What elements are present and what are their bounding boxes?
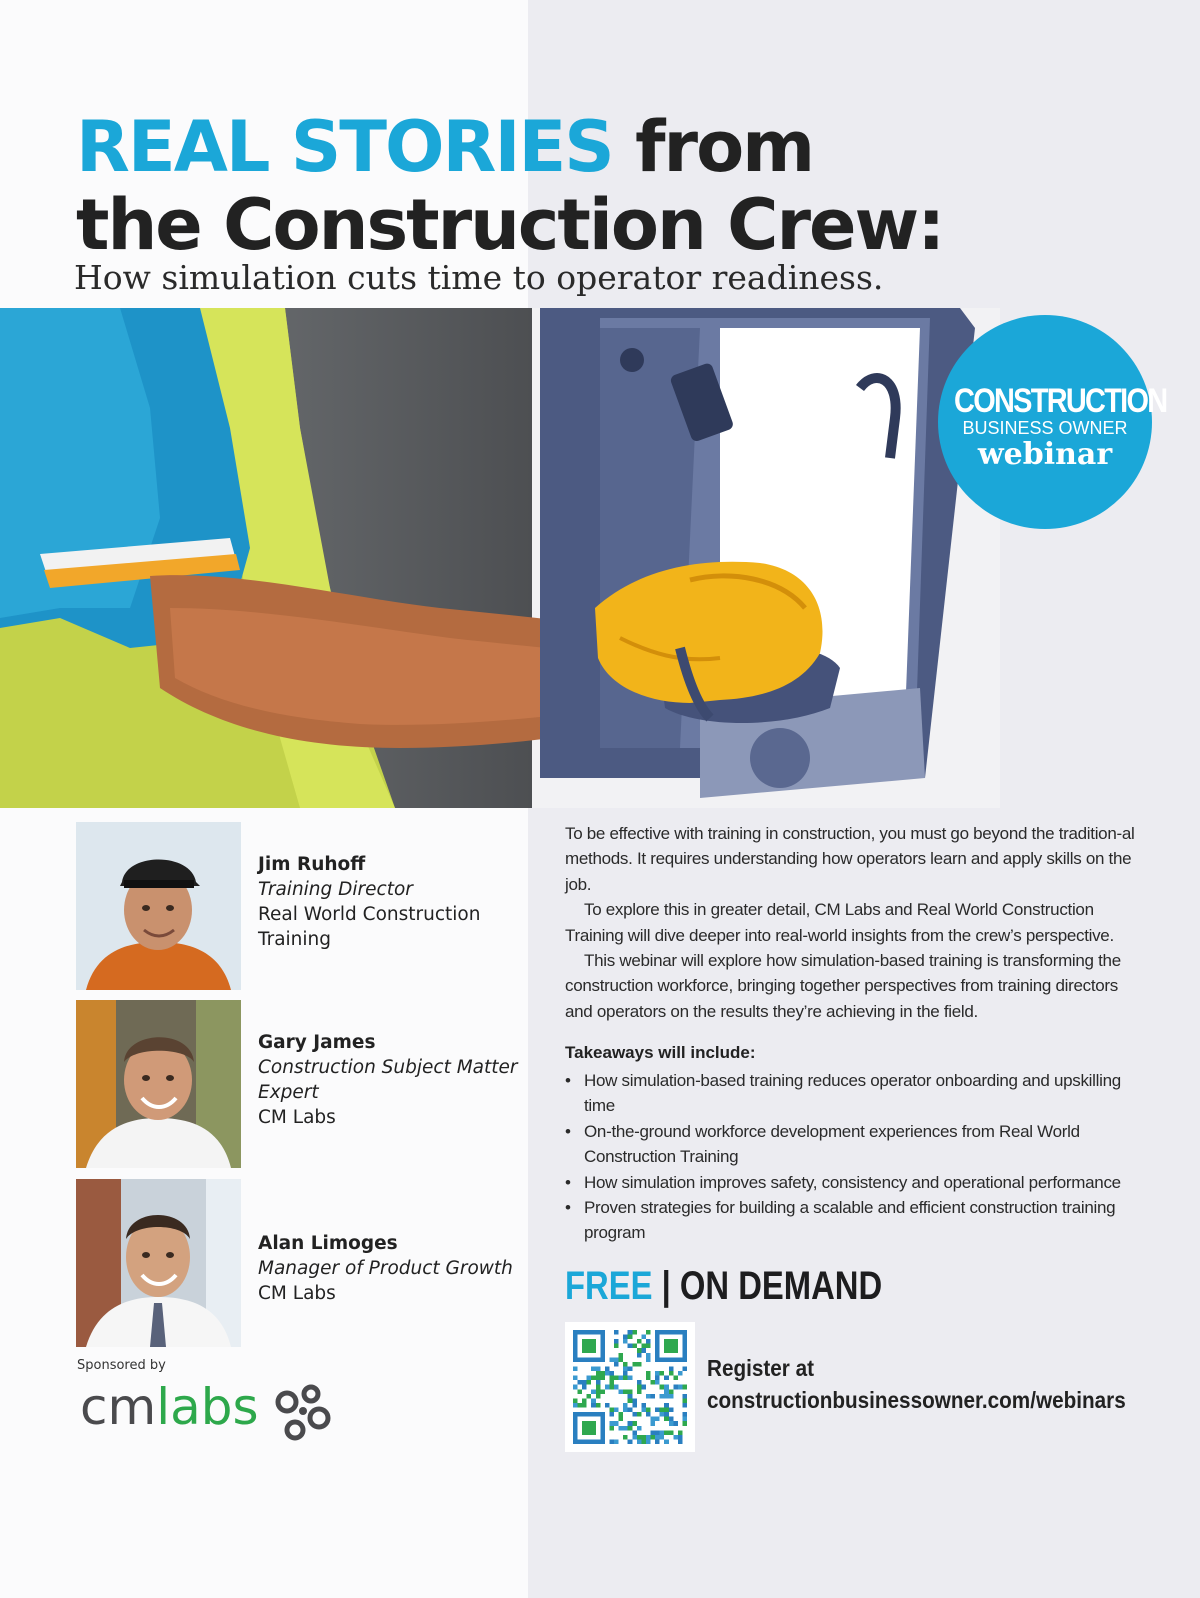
speaker-role: Construction Subject Matter Expert	[258, 1057, 518, 1103]
takeaways-list	[565, 1068, 1135, 1246]
sponsor-label: Sponsored by	[77, 1358, 166, 1373]
speaker-org: CM Labs	[258, 1283, 336, 1304]
takeaway-item: • Proven strategies for building a scalable and efficient construction training program	[565, 1195, 1135, 1246]
register-link[interactable]: constructionbusinessowner.com/webinars	[707, 1387, 1126, 1413]
speaker-name: Jim Ruhoff	[258, 854, 366, 875]
speaker-photo-avatar	[76, 1000, 241, 1168]
takeaway-item: • How simulation improves safety, consistency and operational performance	[565, 1170, 1135, 1195]
cta-on-demand: ON DEMAND	[679, 1264, 883, 1308]
speaker-role: Manager of Product Growth	[258, 1258, 513, 1279]
title-line2: the Construction Crew:	[76, 184, 944, 266]
speaker-name: Gary James	[258, 1032, 376, 1053]
speaker-org: Real World Construction Training	[258, 904, 481, 950]
speaker-card	[76, 822, 576, 990]
page-title	[76, 108, 1176, 264]
speaker-card	[76, 1000, 576, 1168]
webinar-badge	[938, 315, 1167, 529]
cta-separator: |	[652, 1264, 680, 1308]
qr-code-icon[interactable]	[565, 1322, 695, 1452]
speaker-name: Alan Limoges	[258, 1233, 398, 1254]
cta-free: FREE	[565, 1264, 653, 1308]
badge-line2: BUSINESS OWNER	[962, 418, 1128, 438]
badge-line1: CONSTRUCTION	[954, 382, 1167, 420]
description-paragraph: This webinar will explore how simulation-based training is transforming the construction workforce, bringing together perspectives from training directors and operators on the results they’re achieving in the field.	[565, 951, 1121, 1021]
description-paragraph: To explore this in greater detail, CM Labs and Real World Construction Training will dive deeper into real-world insights from the crew’s perspective.	[565, 900, 1114, 945]
speaker-photo-avatar	[76, 822, 241, 990]
speaker-org: CM Labs	[258, 1107, 336, 1128]
takeaway-item: • How simulation-based training reduces operator onboarding and upskilling time	[565, 1068, 1135, 1119]
description	[565, 821, 1135, 1024]
sponsor-logo-cm: cm	[80, 1378, 157, 1436]
register-label: Register at	[707, 1355, 814, 1381]
page-subtitle: How simulation cuts time to operator readiness.	[74, 258, 884, 297]
free-on-demand-heading	[565, 1262, 882, 1310]
sponsor-logo-labs: labs	[156, 1378, 259, 1436]
speaker-photo-avatar	[76, 1179, 241, 1347]
title-accent: REAL STORIES	[76, 106, 613, 188]
takeaway-item: • On-the-ground workforce development experiences from Real World Construction Training	[565, 1119, 1135, 1170]
description-paragraph: To be effective with training in construction, you must go beyond the tradition-al methods. It requires understanding how operators learn and apply skills on the job.	[565, 824, 1135, 894]
speaker-role: Training Director	[258, 879, 413, 900]
cmlabs-gear-icon	[265, 1378, 345, 1448]
speaker-card	[76, 1179, 576, 1347]
badge-line3: webinar	[977, 437, 1113, 472]
register-block	[707, 1352, 1126, 1416]
takeaways-title: Takeaways will include:	[565, 1043, 756, 1062]
title-rest-line1: from	[612, 106, 814, 188]
sponsor-logo[interactable]	[80, 1378, 380, 1448]
